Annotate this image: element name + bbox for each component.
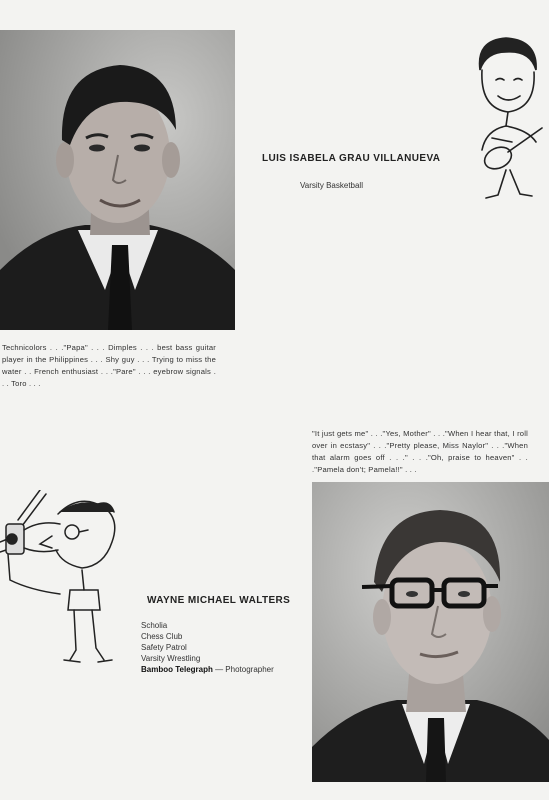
caricature-photographer [0, 490, 130, 670]
portrait-photo-icon [312, 482, 549, 782]
activity-item-bamboo [141, 664, 274, 675]
portrait-photo-villanueva [0, 30, 235, 330]
activity-item: Varsity Wrestling [141, 654, 201, 663]
portrait-photo-icon [0, 30, 235, 330]
student-quote-walters: "It just gets me" . . ."Yes, Mother" . . ."When I hear that, I roll over in ecstasy" . . ."Pretty please, Miss Naylor" . . ."When that alarm goes off . . ." . . ."Oh, praise to heaven" . . ."Pamela don't; Pamela!!" . . . [312, 429, 528, 474]
student-quote-villanueva: Technicolors . . ."Papa" . . . Dimples . . . best bass guitar player in the Philippines . . . Shy guy . . . Trying to miss the water . . French enthusiast . . ."Pare" . . . eyebrow signals . . . Toro . . . [2, 343, 216, 388]
activity-item: Chess Club [141, 632, 183, 641]
activity-list-walters [141, 620, 274, 675]
publication-role: — Photographer [212, 665, 274, 674]
caricature-guitarist-icon [468, 30, 548, 210]
student-name-villanueva: LUIS ISABELA GRAU VILLANUEVA [262, 153, 441, 164]
activity-item: Scholia [141, 621, 168, 630]
portrait-photo-walters [312, 482, 549, 782]
publication-name: Bamboo Telegraph [141, 665, 213, 674]
activity-item: Safety Patrol [141, 643, 187, 652]
caricature-photographer-icon [0, 490, 130, 670]
caricature-guitarist [468, 30, 548, 210]
student-name-walters: WAYNE MICHAEL WALTERS [147, 595, 291, 606]
activity-item: Varsity Basketball [300, 181, 363, 190]
